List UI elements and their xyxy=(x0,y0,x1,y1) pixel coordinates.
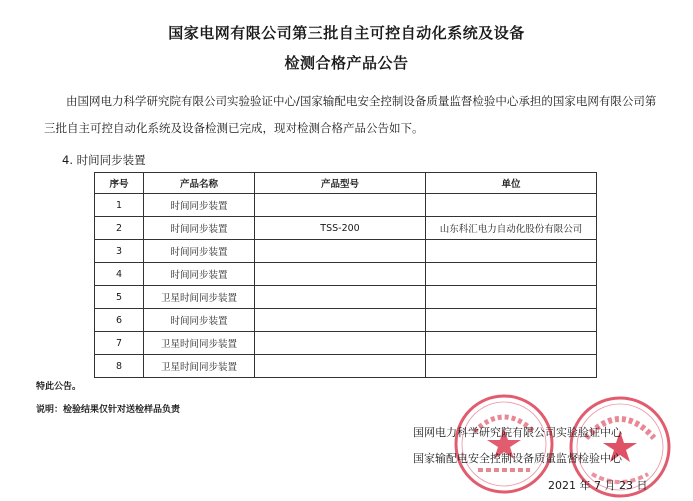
table-row xyxy=(95,355,597,378)
cell-company xyxy=(426,332,597,355)
table-row xyxy=(95,332,597,355)
cell-product-name: 时间同步装置 xyxy=(144,217,255,240)
cell-product-name: 卫星时间同步装置 xyxy=(144,332,255,355)
cell-product-model xyxy=(255,332,426,355)
cell-product-name: 时间同步装置 xyxy=(144,309,255,332)
header-company: 单位 xyxy=(426,173,597,194)
header-index: 序号 xyxy=(95,173,144,194)
table-row xyxy=(95,194,597,217)
cell-product-name: 时间同步装置 xyxy=(144,240,255,263)
cell-product-name: 卫星时间同步装置 xyxy=(144,286,255,309)
cell-product-model: TSS-200 xyxy=(255,217,426,240)
cell-product-name: 时间同步装置 xyxy=(144,263,255,286)
cell-product-name: 时间同步装置 xyxy=(144,194,255,217)
cell-index: 7 xyxy=(95,332,144,355)
intro-paragraph: 由国网电力科学研究院有限公司实验验证中心/国家输配电安全控制设备质量监督检验中心承担的国家电网有限公司第三批自主可控自动化系统及设备检测已完成，现对检测合格产品公告如下。 xyxy=(44,94,657,135)
document-title-line1: 国家电网有限公司第三批自主可控自动化系统及设备 xyxy=(168,24,525,42)
cell-product-model xyxy=(255,309,426,332)
cell-company: 山东科汇电力自动化股份有限公司 xyxy=(426,217,597,240)
table-row xyxy=(95,309,597,332)
cell-index: 4 xyxy=(95,263,144,286)
document-title-line2: 检测合格产品公告 xyxy=(284,54,409,72)
announcement-text: 特此公告。 xyxy=(36,382,82,392)
cell-index: 2 xyxy=(95,217,144,240)
cell-company xyxy=(426,355,597,378)
signature-date: 2021 年 7 月 23 日 xyxy=(548,479,648,492)
table-row xyxy=(95,240,597,263)
signature-org2: 国家输配电安全控制设备质量监督检验中心 xyxy=(413,452,622,465)
cell-company xyxy=(426,286,597,309)
cell-index: 8 xyxy=(95,355,144,378)
section-title: 4. 时间同步装置 xyxy=(62,153,146,167)
signature-org1: 国网电力科学研究院有限公司实验验证中心 xyxy=(413,426,622,439)
cell-company xyxy=(426,309,597,332)
seal-icon xyxy=(452,392,556,496)
cell-product-model xyxy=(255,240,426,263)
remark-text: 说明：检验结果仅针对送检样品负责 xyxy=(36,405,181,415)
cell-index: 5 xyxy=(95,286,144,309)
cell-company xyxy=(426,263,597,286)
table-row xyxy=(95,263,597,286)
header-product-model: 产品型号 xyxy=(255,173,426,194)
cell-company xyxy=(426,194,597,217)
cell-product-model xyxy=(255,194,426,217)
cell-product-model xyxy=(255,286,426,309)
table-row xyxy=(95,217,597,240)
cell-product-model xyxy=(255,355,426,378)
cell-index: 3 xyxy=(95,240,144,263)
cell-product-model xyxy=(255,263,426,286)
cell-index: 6 xyxy=(95,309,144,332)
table-row xyxy=(95,286,597,309)
cell-product-name: 卫星时间同步装置 xyxy=(144,355,255,378)
header-product-name: 产品名称 xyxy=(144,173,255,194)
product-table xyxy=(94,172,597,378)
cell-index: 1 xyxy=(95,194,144,217)
cell-company xyxy=(426,240,597,263)
table-header-row xyxy=(95,173,597,194)
